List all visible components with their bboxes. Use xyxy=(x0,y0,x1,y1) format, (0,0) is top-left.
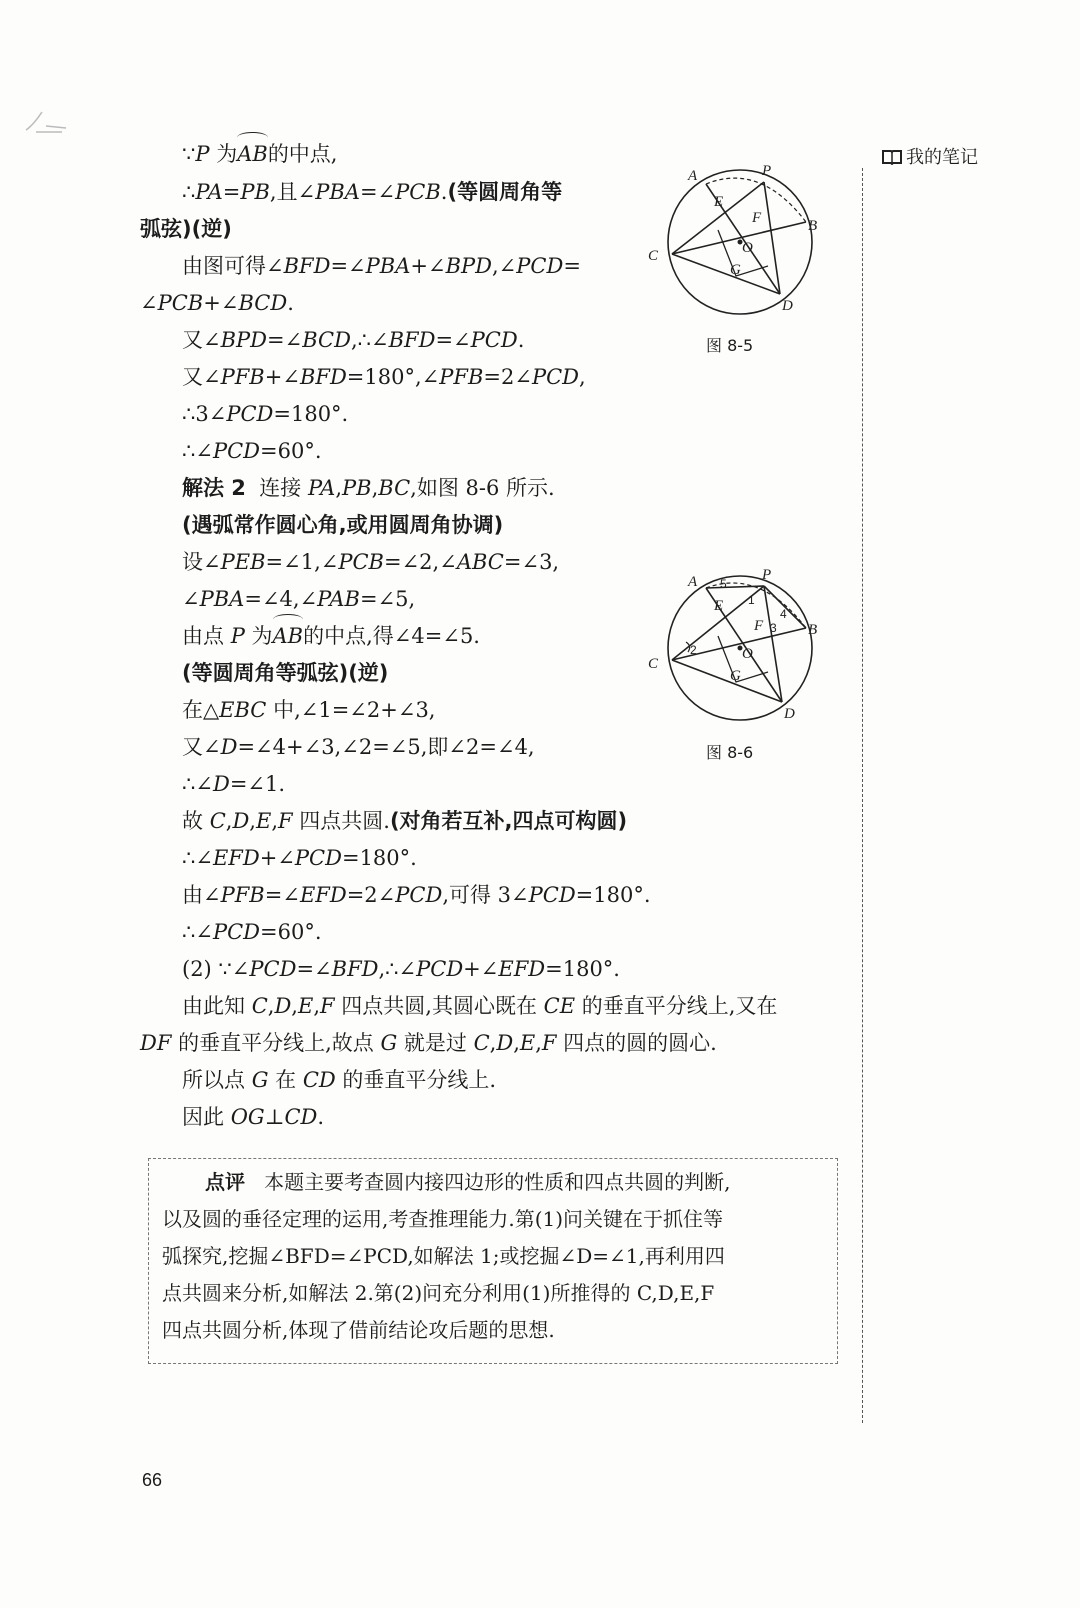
angle-label-3: 3 xyxy=(770,621,777,635)
comment-line: 以及圆的垂径定理的运用,考查推理能力.第(1)问关键在于抓住等 xyxy=(162,1207,724,1231)
text-line: 由图可得∠BFD=∠PBA+∠BPD,∠PCD= xyxy=(182,254,581,278)
text-line: (等圆周角等弧弦)(逆) xyxy=(182,661,389,685)
text-line: 又∠D=∠4+∠3,∠2=∠5,即∠2=∠4, xyxy=(182,735,535,759)
notes-title: 我的笔记 xyxy=(906,147,978,168)
segment-CD xyxy=(672,660,782,702)
label-F: F xyxy=(754,618,764,634)
angle-label-5: 5 xyxy=(720,577,727,591)
text-line: 又∠PFB+∠BFD=180°,∠PFB=2∠PCD, xyxy=(182,365,586,389)
text-line: ∠PCB+∠BCD. xyxy=(140,291,294,315)
label-D: D xyxy=(782,298,793,314)
figure-8-5 xyxy=(640,158,840,318)
text-line: (遇弧常作圆心角,或用圆周角协调) xyxy=(182,513,504,537)
book-icon xyxy=(882,149,902,165)
text-line: 又∠BPD=∠BCD,∴∠BFD=∠PCD. xyxy=(182,328,525,352)
page-number: 66 xyxy=(142,1470,163,1490)
label-E: E xyxy=(714,194,724,210)
label-G: G xyxy=(730,668,741,684)
label-P: P xyxy=(762,567,772,583)
text-line: ∵P 为AB的中点, xyxy=(182,139,338,169)
segment-AD xyxy=(706,184,780,294)
text-line: ∴∠D=∠1. xyxy=(182,772,286,796)
text-line: ∴PA=PB,且∠PBA=∠PCB.(等圆周角等 xyxy=(182,180,563,204)
comment-line: 点共圆来分析,如解法 2.第(2)问充分利用(1)所推得的 C,D,E,F xyxy=(162,1281,715,1305)
scan-mark xyxy=(22,108,72,138)
segment-PD xyxy=(764,586,782,702)
text-line: ∴∠PCD=60°. xyxy=(182,439,322,463)
figure-caption: 图 8-5 xyxy=(706,336,754,355)
text-line: 所以点 G 在 CD 的垂直平分线上. xyxy=(182,1068,497,1092)
label-G: G xyxy=(730,262,741,278)
text-line: ∴∠PCD=60°. xyxy=(182,920,322,944)
label-C: C xyxy=(648,656,659,672)
text-line: ∠PBA=∠4,∠PAB=∠5, xyxy=(182,587,416,611)
text-line: 解法 2 连接 PA,PB,BC,如图 8-6 所示. xyxy=(182,476,555,500)
label-P: P xyxy=(762,163,772,179)
label-A: A xyxy=(688,168,698,184)
label-O: O xyxy=(742,646,753,662)
text-line: 设∠PEB=∠1,∠PCB=∠2,∠ABC=∠3, xyxy=(182,550,560,574)
text-line: 由此知 C,D,E,F 四点共圆,其圆心既在 CE 的垂直平分线上,又在 xyxy=(182,994,778,1018)
angle-label-2: 2 xyxy=(690,643,697,657)
label-F: F xyxy=(752,210,762,226)
notes-header xyxy=(882,143,978,169)
label-E: E xyxy=(714,598,724,614)
figure-caption: 图 8-6 xyxy=(706,743,754,762)
text-line: 因此 OG⊥CD. xyxy=(182,1105,325,1129)
comment-line: 弧探究,挖掘∠BFD=∠PCD,如解法 1;或挖掘∠D=∠1,再利用四 xyxy=(162,1244,725,1268)
text-line: (2) ∵∠PCD=∠BFD,∴∠PCD+∠EFD=180°. xyxy=(182,957,620,981)
label-B: B xyxy=(808,218,818,234)
comment-line: 四点共圆分析,体现了借前结论攻后题的思想. xyxy=(162,1318,555,1342)
text-line: 由∠PFB=∠EFD=2∠PCD,可得 3∠PCD=180°. xyxy=(182,883,651,907)
segment-CD xyxy=(672,254,780,294)
segment-PD xyxy=(764,182,780,294)
notes-divider xyxy=(862,168,863,1423)
label-D: D xyxy=(784,706,795,722)
label-A: A xyxy=(688,574,698,590)
label-B: B xyxy=(808,622,818,638)
angle-label-1: 1 xyxy=(748,593,755,607)
segment-AD xyxy=(706,588,782,702)
text-line: 在△EBC 中,∠1=∠2+∠3, xyxy=(182,698,436,722)
figure-8-6 xyxy=(640,562,840,727)
angle-label-4: 4 xyxy=(780,607,787,621)
label-C: C xyxy=(648,248,659,264)
text-line: 故 C,D,E,F 四点共圆.(对角若互补,四点可构圆) xyxy=(182,809,628,833)
comment-label: 点评 xyxy=(205,1170,245,1194)
label-O: O xyxy=(742,240,753,256)
text-line: 弧弦)(逆) xyxy=(140,217,232,241)
text-line: ∴∠EFD+∠PCD=180°. xyxy=(182,846,417,870)
text-line: DF 的垂直平分线上,故点 G 就是过 C,D,E,F 四点的圆的圆心. xyxy=(140,1031,717,1055)
comment-line: 点评 本题主要考查圆内接四边形的性质和四点共圆的判断, xyxy=(205,1170,731,1194)
text-line: ∴3∠PCD=180°. xyxy=(182,402,349,426)
text-line: 由点 P 为AB的中点,得∠4=∠5. xyxy=(182,621,480,651)
